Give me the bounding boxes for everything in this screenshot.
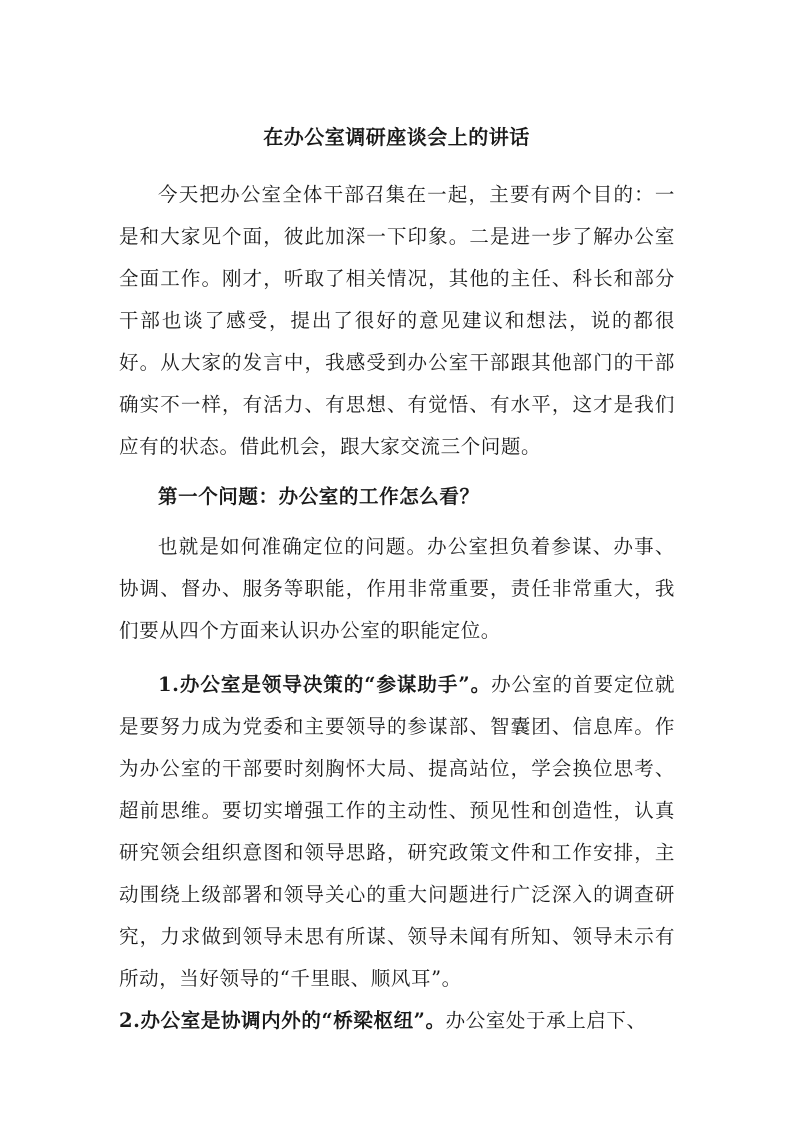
list-item-1-lead: 1.办公室是领导决策的“参谋助手”。 xyxy=(158,673,492,696)
list-item-1-text: 办公室的首要定位就是要努力成为党委和主要领导的参谋部、智囊团、信息库。作为办公室的干部要时刻胸怀大局、提高站位，学会换位思考、超前思维。要切实增强工作的主动性、预见性和创造性，认真研究领会组织意图和领导思路，研究政策文件和工作安排，主动围绕上级部署和领导关心的重大问题进行广泛深入的调查研究，力求做到领导未思有所谋、领导未闻有所知、领导未示有所动，当好领导的“千里眼、顺风耳”。 xyxy=(119,673,676,990)
list-item-2 xyxy=(119,1000,675,1042)
document-title: 在办公室调研座谈会上的讲话 xyxy=(263,125,530,149)
section-1-paragraph: 也就是如何准确定位的问题。办公室担负着参谋、办事、协调、督办、服务等职能，作用非常重要，责任非常重大，我们要从四个方面来认识办公室的职能定位。 xyxy=(119,535,675,642)
list-item-2-lead: 2.办公室是协调内外的“桥梁枢纽”。 xyxy=(119,1009,446,1032)
intro-paragraph: 今天把办公室全体干部召集在一起，主要有两个目的：一是和大家见个面，彼此加深一下印象。二是进一步了解办公室全面工作。刚才，听取了相关情况，其他的主任、科长和部分干部也谈了感受，提出了很好的意见建议和想法，说的都很好。从大家的发言中，我感受到办公室干部跟其他部门的干部确实不一样，有活力、有思想、有觉悟、有水平，这才是我们应有的状态。借此机会，跟大家交流三个问题。 xyxy=(119,183,675,458)
list-item-2-text: 办公室处于承上启下、 xyxy=(445,1009,647,1032)
section-heading-1: 第一个问题：办公室的工作怎么看？ xyxy=(158,485,480,508)
document-body xyxy=(119,174,675,1042)
list-item-1 xyxy=(119,664,675,1000)
